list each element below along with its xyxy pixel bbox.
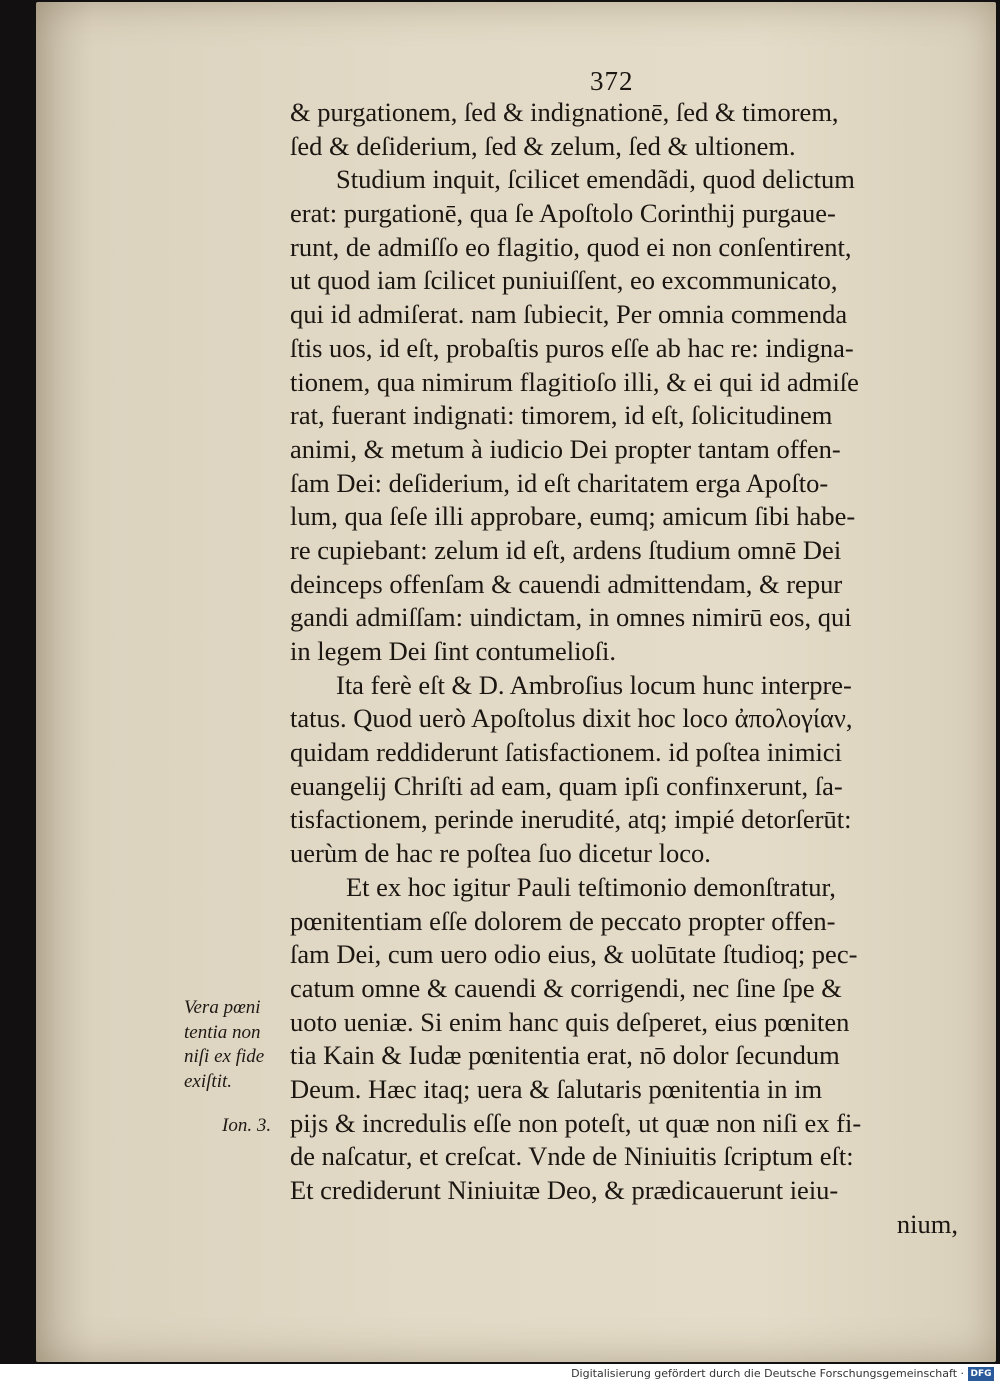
text-line: animi, & metum à iudicio Dei propter tantam offen- bbox=[290, 433, 841, 464]
dfg-logo-icon: DFG bbox=[968, 1367, 994, 1381]
page-number: 372 bbox=[590, 66, 634, 96]
text-line: runt, de admiſſo eo flagitio, quod ei non conſentirent, bbox=[290, 231, 852, 262]
text-line: euangelij Chriſti ad eam, quam ipſi confinxerunt, ſa- bbox=[290, 770, 843, 801]
body-text bbox=[290, 96, 962, 1241]
text-line: ſam Dei: deſiderium, id eſt charitatem erga Apoſto- bbox=[290, 467, 829, 498]
text-line: erat: purgationē, qua ſe Apoſtolo Corinthij purgaue- bbox=[290, 198, 836, 229]
text-line: uoto ueniæ. Si enim hanc quis deſperet, eius pœniten bbox=[290, 1006, 850, 1037]
marginal-note-line: exiſtit. bbox=[184, 1070, 233, 1092]
marginal-note-line: niſi ex fide bbox=[184, 1046, 265, 1067]
footer-bar bbox=[0, 1364, 1000, 1385]
text-line: catum omne & cauendi & corrigendi, nec ſine ſpe & bbox=[290, 972, 842, 1003]
text-line: in legem Dei ſint contumelioſi. bbox=[290, 636, 617, 666]
marginal-note-line: tentia non bbox=[184, 1021, 261, 1043]
text-line: pœnitentiam eſſe dolorem de peccato propter offen- bbox=[290, 905, 836, 936]
text-line: rat, fuerant indignati: timorem, id eſt, ſolicitudinem bbox=[290, 400, 833, 431]
text-line: ſam Dei, cum uero odio eius, & uolūtate ſtudioq; pec- bbox=[290, 939, 858, 970]
text-line: lum, qua ſeſe illi approbare, eumq; amicum ſibi habe- bbox=[290, 501, 856, 532]
text-line: qui id admiſerat. nam ſubiecit, Per omnia commenda bbox=[290, 299, 848, 330]
text-line: & purgationem, ſed & indignationē, ſed & timorem, bbox=[290, 97, 839, 127]
text-line: Ita ferè eſt & D. Ambroſius locum hunc interpre- bbox=[336, 669, 852, 700]
text-line: tisfactionem, perinde inerudité, atq; impié detorſerūt: bbox=[290, 804, 852, 835]
text-line: quidam reddiderunt ſatisfactionem. id poſtea inimici bbox=[290, 737, 842, 768]
text-line: uerùm de hac re poſtea ſuo dicetur loco. bbox=[290, 838, 711, 869]
text-line: re cupiebant: zelum id eſt, ardens ſtudium omnē Dei bbox=[290, 534, 842, 565]
margin-reference: Ion. 3. bbox=[222, 1115, 272, 1136]
text-line: tia Kain & Iudæ pœnitentia erat, nō dolor ſecundum bbox=[290, 1040, 840, 1071]
text-line: deinceps offenſam & cauendi admittendam, & repur bbox=[290, 568, 843, 599]
text-line: Et ex hoc igitur Pauli teſtimonio demonſtratur, bbox=[346, 871, 836, 902]
text-line: nium, bbox=[896, 1208, 958, 1239]
footer-credit: Digitalisierung gefördert durch die Deutsche Forschungsgemeinschaft · bbox=[571, 1367, 964, 1380]
text-line: tatus. Quod uerò Apoſtolus dixit hoc loco ἀπολογίαν, bbox=[290, 703, 853, 734]
marginal-note-line: Vera pœni bbox=[184, 997, 261, 1018]
text-line: ſtis uos, id eſt, probaſtis puros eſſe ab hac re: indigna- bbox=[290, 332, 854, 363]
text-line: pijs & incredulis eſſe non poteſt, ut quæ non niſi ex fi- bbox=[290, 1107, 862, 1138]
text-line: tionem, qua nimirum flagitioſo illi, & ei qui id admiſe bbox=[290, 366, 859, 397]
text-line: ſed & deſiderium, ſed & zelum, ſed & ultionem. bbox=[290, 130, 796, 161]
marginal-note bbox=[184, 996, 292, 1094]
text-line: Et crediderunt Niniuitæ Deo, & prædicauerunt ieiu- bbox=[290, 1175, 839, 1205]
text-line: Studium inquit, ſcilicet emendãdi, quod delictum bbox=[336, 164, 855, 195]
text-line: de naſcatur, et creſcat. Vnde de Niniuitis ſcriptum eſt: bbox=[290, 1141, 854, 1172]
text-line: Deum. Hæc itaq; uera & ſalutaris pœnitentia in im bbox=[290, 1073, 823, 1104]
text-line: gandi admiſſam: uindictam, in omnes nimirū eos, qui bbox=[290, 602, 852, 633]
text-line: ut quod iam ſcilicet puniuiſſent, eo excommunicato, bbox=[290, 265, 838, 296]
